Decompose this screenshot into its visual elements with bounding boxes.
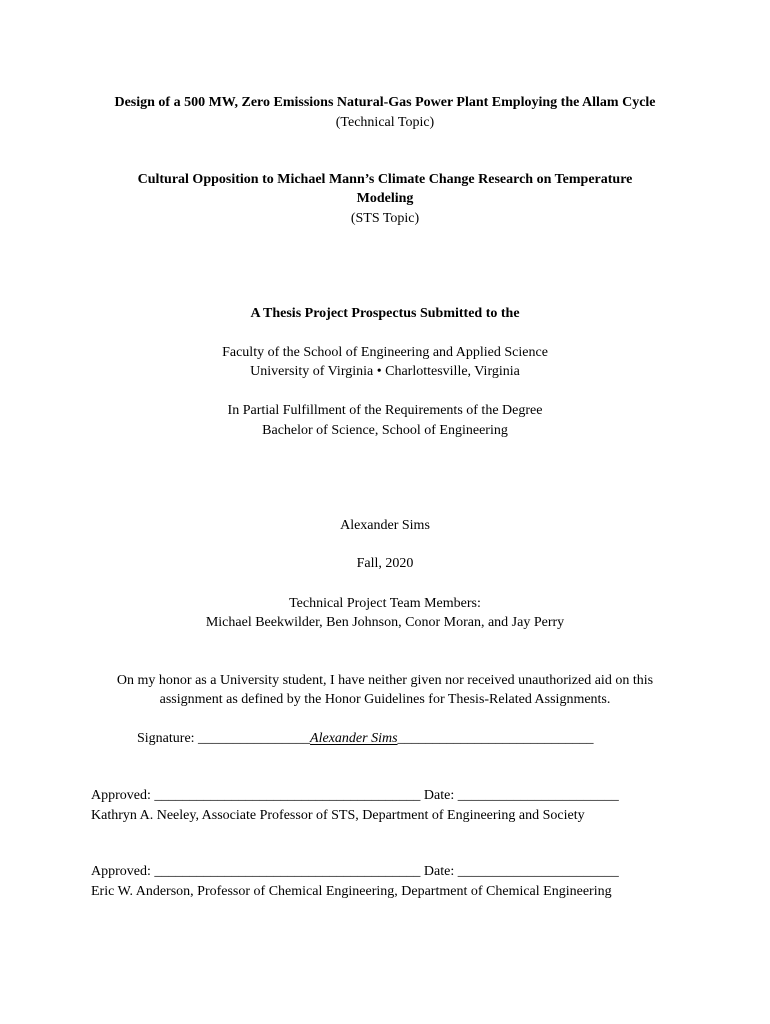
approval-row-2 [91,862,619,882]
honor-pledge-line2: assignment as defined by the Honor Guidelines for Thesis-Related Assignments. [159,692,611,707]
approval-signature-line: ______________________________________ [154,788,421,803]
faculty-line: Faculty of the School of Engineering and Applied Science [222,345,548,360]
honor-pledge-line1: On my honor as a University student, I have neither given nor received unauthorized aid on this [116,673,654,688]
sts-topic-label: (STS Topic) [350,211,420,226]
sts-topic-title-line2: Modeling [356,191,414,206]
signature-label: Signature: [137,731,195,746]
university-line: University of Virginia • Charlottesville, Virginia [250,364,520,379]
team-members: Michael Beekwilder, Ben Johnson, Conor Moran, and Jay Perry [205,615,565,630]
date-line: _______________________ [457,788,619,803]
approver-2: Eric W. Anderson, Professor of Chemical Engineering, Department of Chemical Engineering [91,884,612,899]
approved-label: Approved: [91,864,151,879]
approval-signature-line: ______________________________________ [154,864,421,879]
technical-topic-title: Design of a 500 MW, Zero Emissions Natural-Gas Power Plant Employing the Allam Cycle [114,95,656,110]
prospectus-heading: A Thesis Project Prospectus Submitted to the [250,306,520,321]
date-line: _______________________ [457,864,619,879]
author-name: Alexander Sims [340,518,430,533]
date-label: Date: [423,864,455,879]
sts-topic-title-line1: Cultural Opposition to Michael Mann’s Climate Change Research on Temperature [137,172,633,187]
approver-1: Kathryn A. Neeley, Associate Professor of STS, Department of Engineering and Society [91,808,585,823]
signature-row [137,729,594,749]
technical-topic-label: (Technical Topic) [335,115,435,130]
approval-row-1 [91,786,619,806]
degree-line: Bachelor of Science, School of Engineering [262,423,508,438]
date-label: Date: [423,788,455,803]
approved-label: Approved: [91,788,151,803]
term: Fall, 2020 [356,556,414,571]
signature-blank-after: ____________________________ [397,731,594,746]
signature-name: Alexander Sims [310,731,398,746]
team-heading: Technical Project Team Members: [289,596,481,611]
signature-blank-before: ________________ [198,731,311,746]
fulfillment-line: In Partial Fulfillment of the Requirements of the Degree [227,403,543,418]
